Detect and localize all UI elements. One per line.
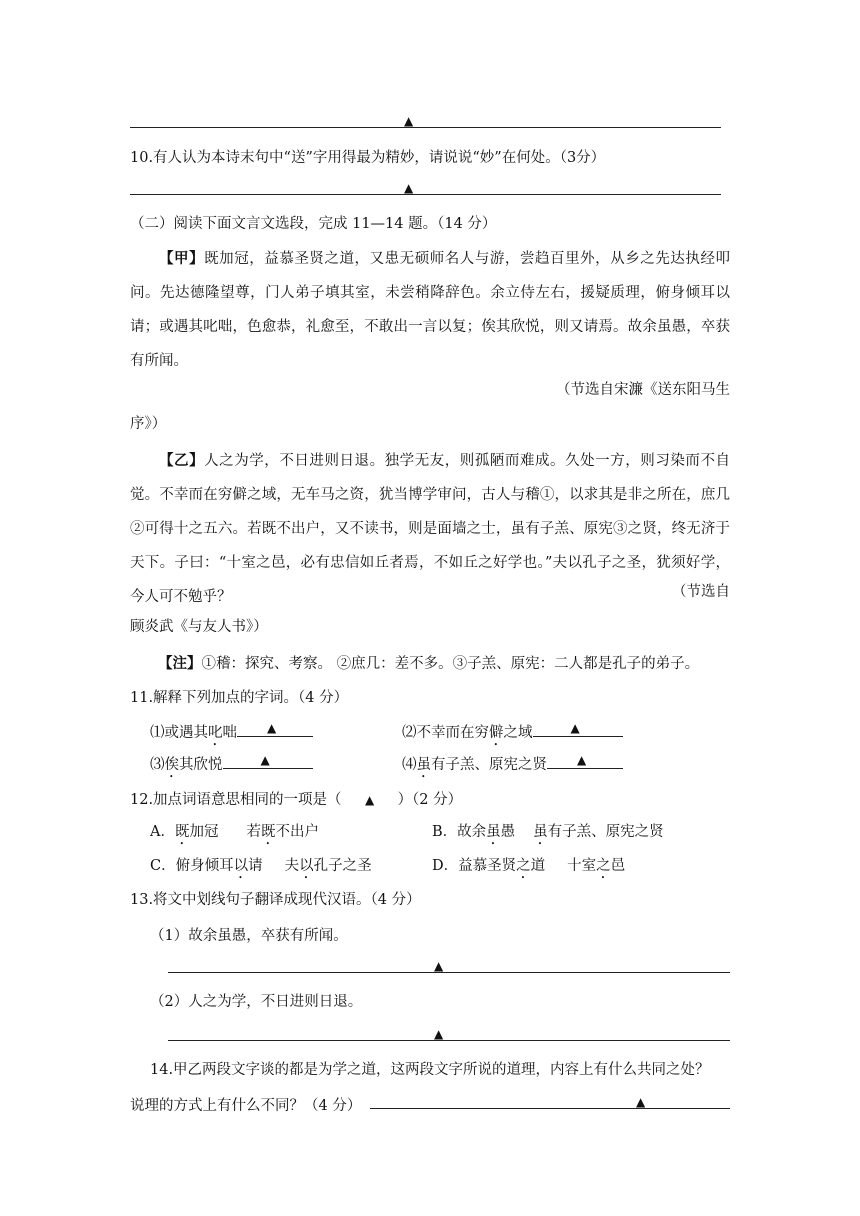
q11-item-1 [150, 720, 313, 749]
section-title: （二）阅读下面文言文选段，完成 11—14 题。（14 分） [130, 216, 497, 232]
question-13: 13.将文中划线句子翻译成现代汉语。（4 分） [130, 892, 421, 908]
q11-item-text: 其欣悦 [179, 757, 223, 773]
annotation [158, 652, 699, 673]
option-text: 愚 [500, 824, 516, 840]
dotted-char: 以 [299, 858, 314, 874]
option-text: 十室 [567, 858, 597, 874]
q11-item-text: ⑷ [402, 757, 417, 773]
question-12 [130, 788, 462, 809]
answer-line-q14 [370, 1108, 730, 1109]
q12-option-a [150, 820, 319, 848]
answer-blank[interactable] [223, 752, 313, 769]
dotted-char: 既 [174, 824, 190, 840]
answer-blank[interactable] [533, 720, 623, 737]
q11-item-2 [402, 720, 623, 749]
question-14-cont: 说理的方式上有什么不同？（4 分） [130, 1098, 362, 1114]
answer-mark-icon: ▲ [267, 721, 277, 735]
dotted-char: 叱 [208, 725, 223, 741]
passage-jia-text: 既加冠，益慕圣贤之道，又患无硕师名人与游，尝趋百里外，从乡之先达执经叩问。先达德隆望尊，门人弟子填其室，未尝稍降辞色。余立侍左右，援疑质理，俯身倾耳以请；或遇其叱咄，色愈恭，礼愈至，不敢出一言以复；俟其欣悦，则又请焉。故余虽愚，卒获有所闻。 [130, 251, 731, 369]
answer-mark-icon: ▲ [404, 114, 414, 128]
option-label: D． [432, 858, 459, 874]
passage-jia-tag: 【甲】 [159, 250, 205, 267]
passage-yi [130, 444, 730, 614]
q13-sentence-2: （2）人之为学，不日进则日退。 [150, 994, 363, 1010]
dotted-char: 既 [260, 824, 276, 840]
option-text: 道 [530, 858, 546, 874]
question-14: 14.甲乙两段文字谈的都是为学之道，这两段文字所说的道理，内容上有什么共同之处？ [150, 1062, 710, 1078]
option-text: 加冠 [189, 824, 219, 840]
q12-title: 12.加点词语意思相同的一项是（ [130, 792, 342, 808]
option-text: 若 [246, 824, 261, 840]
option-text: 有子羔、原宪之贤 [547, 824, 664, 840]
passage-yi-source: （节选自 [672, 584, 730, 600]
option-text: 俯身倾耳 [175, 858, 234, 874]
dotted-char: 以 [233, 858, 249, 874]
passage-yi-tag: 【乙】 [159, 452, 205, 469]
q11-item-4 [402, 752, 623, 781]
q11-item-text: ⑴或遇其 [150, 725, 208, 741]
passage-jia [130, 242, 730, 378]
answer-mark-icon: ▲ [364, 793, 375, 807]
annotation-tag: 【注】 [158, 655, 202, 672]
answer-mark-icon: ▲ [434, 1027, 444, 1041]
option-text: 邑 [610, 858, 626, 874]
answer-blank[interactable] [237, 720, 313, 737]
answer-line-q13-1 [168, 972, 730, 973]
option-label: A． [150, 824, 175, 840]
q11-item-text: 之域 [503, 725, 533, 741]
answer-mark-icon: ▲ [404, 181, 414, 195]
answer-mark-icon: ▲ [570, 721, 580, 735]
option-label: B． [432, 824, 458, 840]
q12-option-d [432, 854, 625, 882]
annotation-text: ①稽：探究、考察。 ②庶几：差不多。③子羔、原宪：二人都是孔子的弟子。 [201, 656, 700, 672]
q11-item-text: 有子羔、原宪之贤 [431, 757, 547, 773]
answer-choice-slot[interactable] [342, 792, 398, 808]
answer-line-q10 [130, 194, 721, 195]
passage-yi-text: 人之为学，不日进则日退。独学无友，则孤陋而难成。久处一方，则习染而不自觉。不幸而在穷僻之域，无车马之资，犹当博学审问，古人与稽①，以求其是非之所在，庶几②可得十之五六。若既不出户，又不读书，则是面墙之士，虽有子羔、原宪③之贤，终无济于天下。子曰：“十室之邑，必有忠信如丘者焉，不如丘之好学也。”夫以孔子之圣，犹须好学，今人可不勉乎？ [130, 453, 731, 605]
option-text: 夫 [284, 858, 300, 874]
q11-item-3 [150, 752, 313, 781]
q13-sentence-1: （1）故余虽愚，卒获有所闻。 [150, 928, 348, 944]
q12-option-c [150, 854, 372, 882]
answer-mark-icon: ▲ [636, 1095, 646, 1109]
answer-mark-icon: ▲ [260, 753, 270, 767]
option-label: C． [150, 858, 176, 874]
passage-yi-source-cont: 顾炎武《与友人书》） [130, 619, 268, 635]
question-11: 11.解释下列加点的字词。（4 分） [130, 690, 349, 706]
dotted-char: 虽 [486, 824, 501, 840]
option-text: 益慕圣贤 [458, 858, 517, 874]
dotted-char: 僻 [489, 725, 504, 741]
q11-item-text: ⑵不幸而在穷 [402, 725, 489, 741]
dotted-char: 俟 [164, 757, 179, 773]
answer-blank[interactable] [547, 752, 623, 769]
passage-jia-source: （节选自宋濂《送东阳马生 [556, 382, 730, 398]
option-text: 故余 [457, 824, 487, 840]
q11-item-text: 咄 [222, 725, 237, 741]
option-text: 孔子之圣 [313, 858, 372, 874]
answer-mark-icon: ▲ [434, 959, 444, 973]
dotted-char: 虽 [533, 824, 548, 840]
q11-item-text: ⑶ [150, 757, 165, 773]
answer-line-q13-2 [168, 1040, 730, 1041]
answer-mark-icon: ▲ [577, 753, 587, 767]
option-text: 请 [248, 858, 263, 874]
dotted-char: 之 [516, 858, 531, 874]
dotted-char: 虽 [416, 757, 431, 773]
question-10: 10.有人认为本诗末句中“送”字用得最为精妙，请说说“妙”在何处。（3分） [130, 150, 606, 166]
q12-title-end: ）（2 分） [397, 792, 463, 808]
q12-option-b [432, 820, 664, 848]
option-text: 不出户 [275, 824, 319, 840]
dotted-char: 之 [596, 858, 611, 874]
answer-line-q9 [130, 127, 721, 128]
passage-jia-source-cont: 序》） [130, 416, 167, 432]
